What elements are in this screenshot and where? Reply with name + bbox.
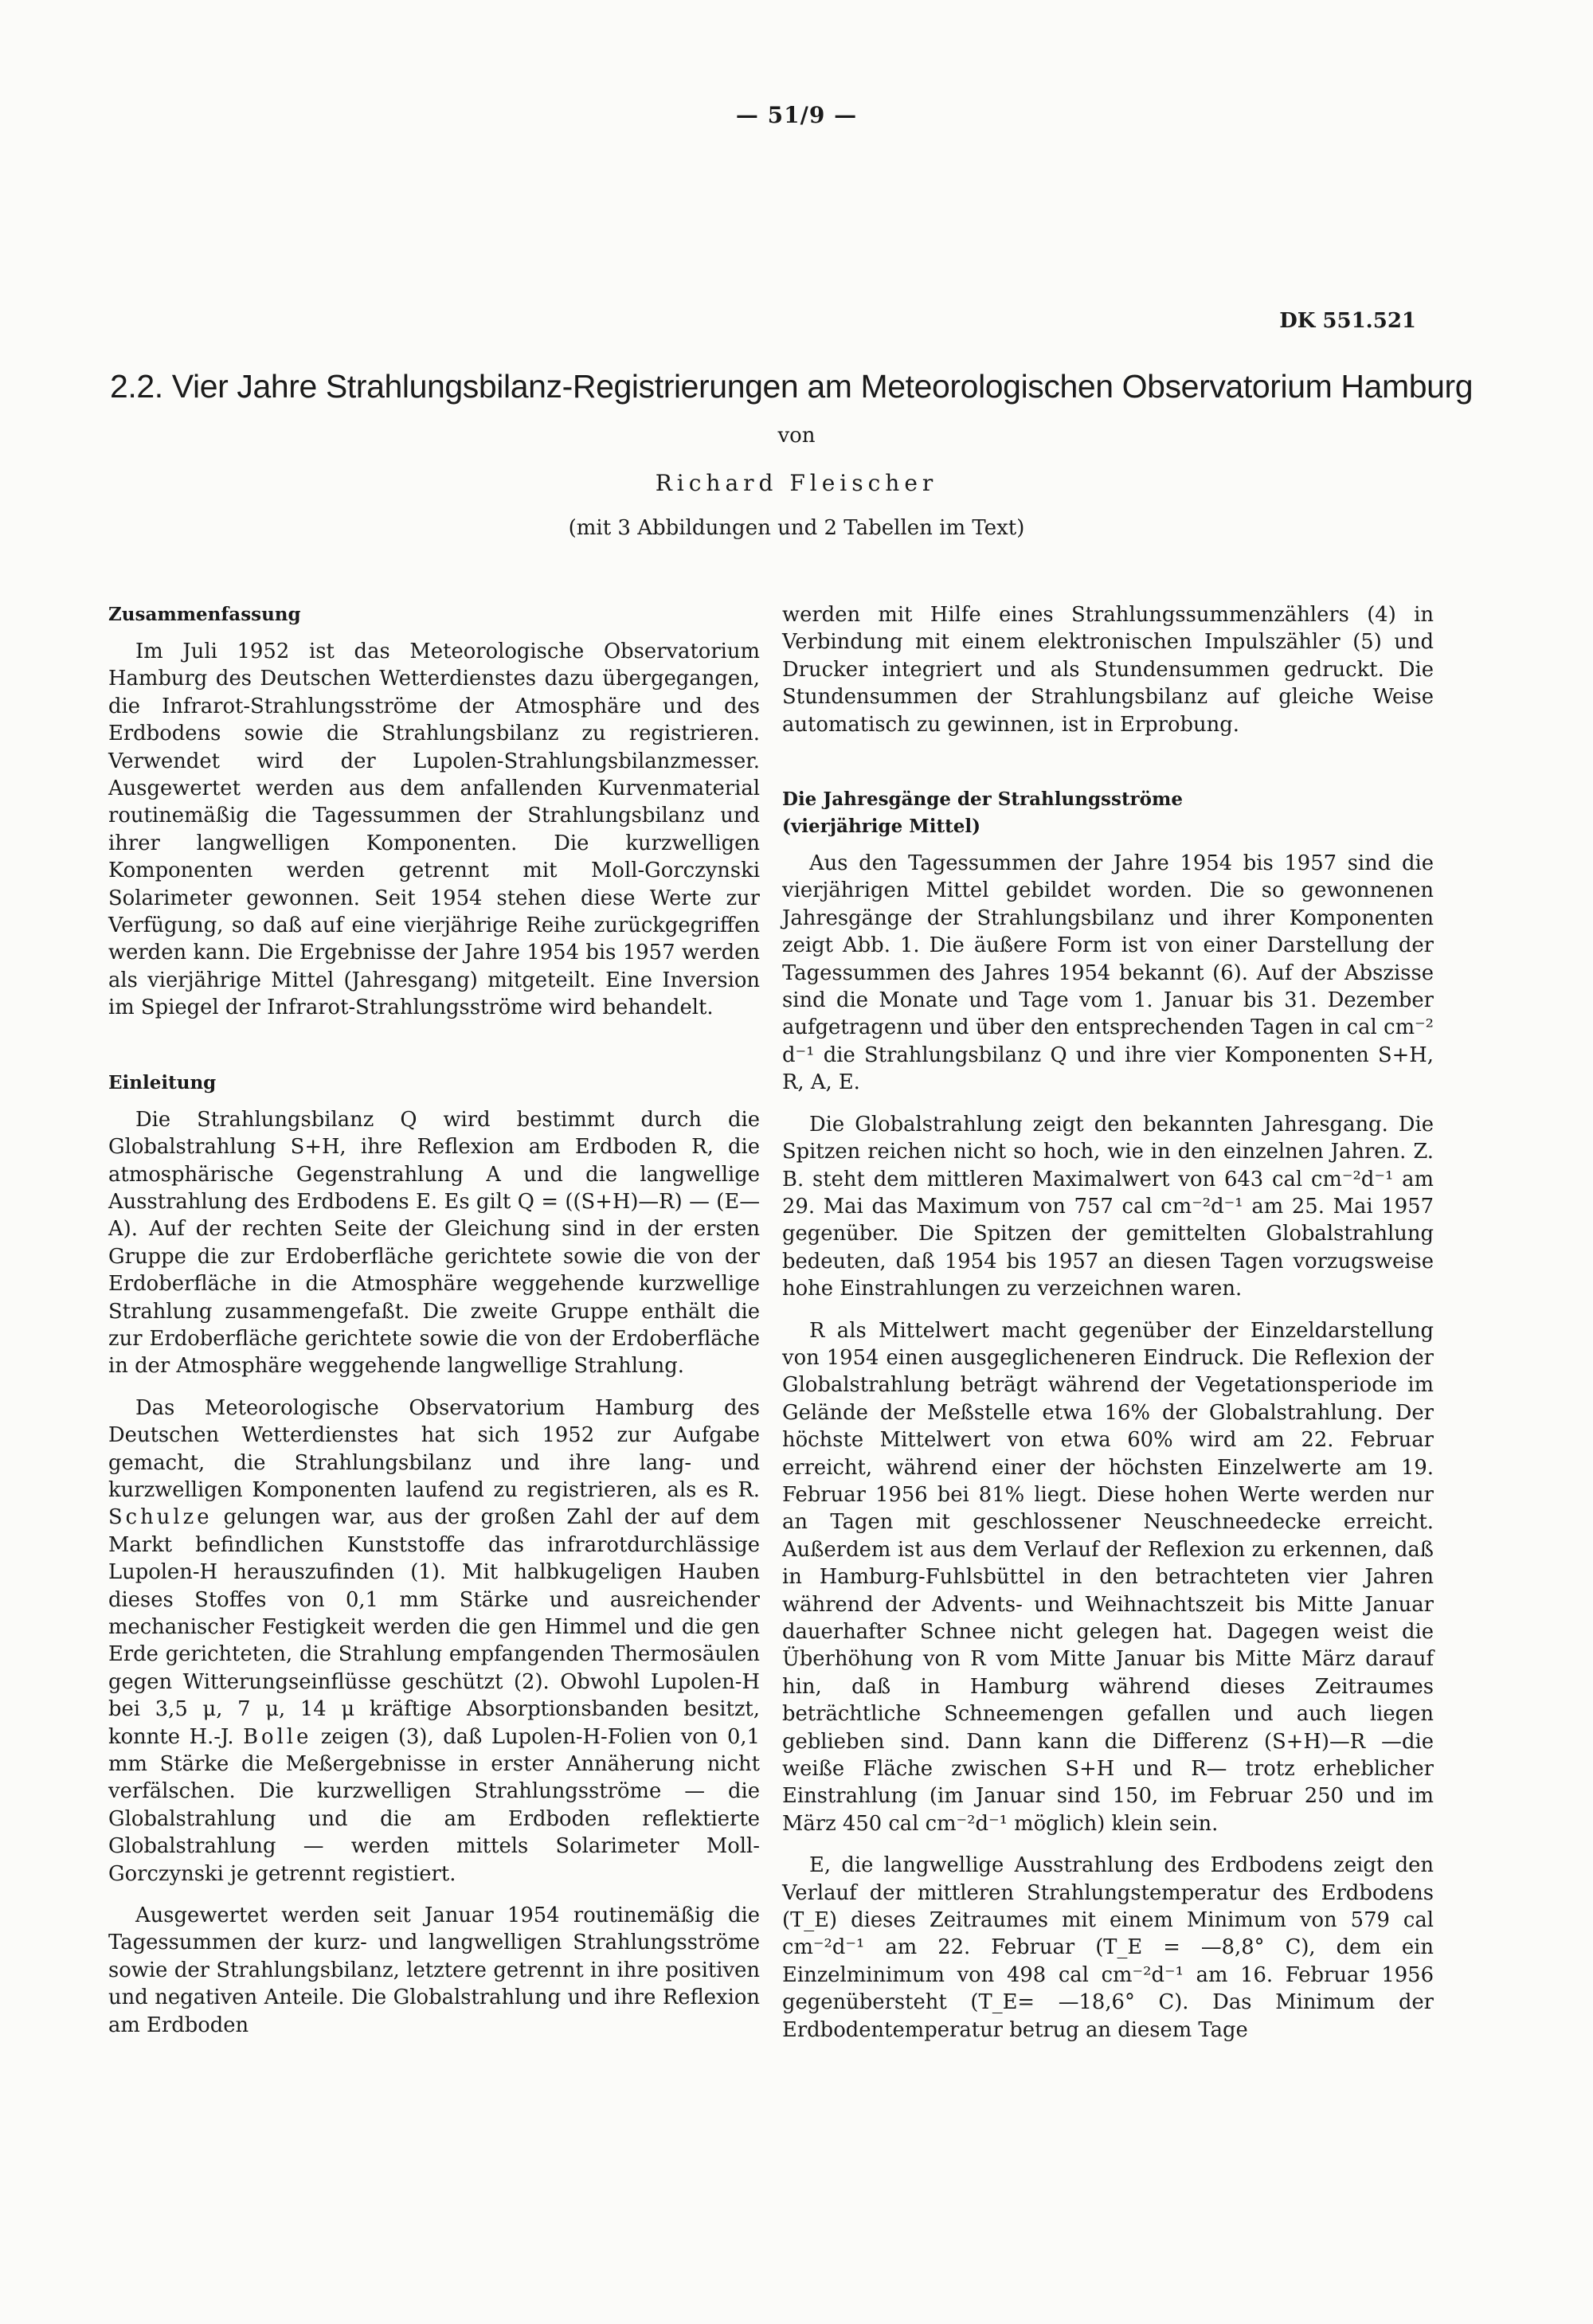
heading-jahresgaenge: Die Jahresgänge der Strahlungsströme (vierjährige Mittel): [782, 788, 1183, 838]
abstract-paragraph: Im Juli 1952 ist das Meteorologische Observatorium Hamburg des Deutschen Wetterdienstes dazu übergegangen, die Infrarot-Strahlungsströme der Atmosphäre und des Erdbodens sowie die Strahlungsbilanz zu registrieren. Verwendet wird der Lupolen-Strahlungsbilanzmesser. Ausgewertet werden aus dem anfallenden Kurvenmaterial routinemäßig die Tagessummen der Strahlungsbilanz und ihrer langwelligen Komponenten. Die kurzwelligen Komponenten werden getrennt mit Moll-Gorczynski Solarimeter gewonnen. Seit 1954 stehen diese Werte zur Verfügung, so daß auf eine vierjährige Reihe zurückgegriffen werden kann. Die Ergebnisse der Jahre 1954 bis 1957 werden als vierjährige Mittel (Jahresgang) mitgeteilt. Eine Inversion im Spiegel der Infrarot-Strahlungsströme wird behandelt.: [108, 640, 760, 1020]
author-ref-schulze: Schulze: [108, 1505, 213, 1530]
results-paragraph-3: R als Mittelwert macht gegenüber der Einzeldarstellung von 1954 einen ausgeglicheneren Eindruck. Die Reflexion der Globalstrahlung beträgt während der Vegetationsperiode im Gelände der Meßstelle etwa 16% der Globalstrahlung. Der höchste Mittelwert von etwa 60% wird am 22. Februar erreicht, während einer der höchsten Einzelwerte am 19. Februar 1956 bei 81% liegt. Diese hohen Werte werden nur an Tagen mit geschlossener Neuschneedecke erreicht. Außerdem ist aus dem Verlauf der Reflexion zu erkennen, daß in Hamburg-Fuhlsbüttel in den betrachteten vier Jahren während der Advents- und Weihnachtszeit bis Mitte Januar dauerhafter Schnee nicht gelegen hat. Dagegen weist die Überhöhung von R vom Mitte Januar bis Mitte März darauf hin, daß in Hamburg während dieses Zeitraumes beträchtliche Schneemengen gefallen und auch liegen geblieben sind. Dann kann die Differenz (S+H)—R —die weiße Fläche zwischen S+H und R— trotz erheblicher Einstrahlung (im Januar sind 150, im Februar 250 und im März 450 cal cm⁻²d⁻¹ möglich) klein sein.: [782, 1318, 1434, 1836]
intro-paragraph-3: Ausgewertet werden seit Januar 1954 routinemäßig die Tagessummen der kurz- und langwelligen Strahlungsströme sowie der Strahlungsbilanz, letztere getrennt in ihre positiven und negativen Anteile. Die Globalstrahlung und ihre Reflexion am Erdboden: [108, 1903, 760, 2037]
article-title: 2.2. Vier Jahre Strahlungsbilanz-Registrierungen am Meteorologischen Observatorium Hamburg: [110, 368, 1474, 405]
byline-von: von: [777, 424, 816, 448]
continued-paragraph: werden mit Hilfe eines Strahlungssummenzählers (4) in Verbindung mit einem elektronischen Impulszähler (5) und Drucker integriert und als Stundensummen gedruckt. Die Stundensummen der Strahlungsbilanz auf gleiche Weise automatisch zu gewinnen, ist in Erprobung.: [782, 603, 1434, 737]
intro-paragraph-1: Die Strahlungsbilanz Q wird bestimmt durch die Globalstrahlung S+H, ihre Reflexion am Erdboden R, die atmosphärische Gegenstrahlung A und die langwellige Ausstrahlung des Erdbodens E. Es gilt Q = ((S+H)—R) — (E—A). Auf der rechten Seite der Gleichung sind in der ersten Gruppe die zur Erdoberfläche gerichtete sowie die von der Erdoberfläche in die Atmosphäre weggehende kurzwellige Strahlung zusammengefaßt. Die zweite Gruppe enthält die zur Erdoberfläche gerichtete sowie die von der Erdoberfläche in der Atmosphäre weggehende langwellige Strahlung.: [108, 1107, 760, 1379]
figures-note: (mit 3 Abbildungen und 2 Tabellen im Text): [568, 516, 1025, 540]
results-paragraph-2: Die Globalstrahlung zeigt den bekannten Jahresgang. Die Spitzen reichen nicht so hoch, wie in den einzelnen Jahren. Z. B. steht dem mittleren Maximalwert von 643 cal cm⁻²d⁻¹ am 29. Mai das Maximum von 757 cal cm⁻²d⁻¹ am 25. Mai 1957 gegenüber. Die Spitzen der gemittelten Globalstrahlung bedeuten, daß 1954 bis 1957 an diesen Tagen vorzugsweise hohe Einstrahlungen zu verzeichnen waren.: [782, 1112, 1434, 1301]
dk-classification: DK 551.521: [1279, 309, 1416, 333]
intro-paragraph-2: Das Meteorologische Observatorium Hamburg des Deutschen Wetterdienstes hat sich 1952 zur Aufgabe gemacht, die Strahlungsbilanz und ihre lang- und kurzwelligen Komponenten laufend zu registrieren, als es R. Schulze gelungen war, aus der großen Zahl der auf dem Markt befindlichen Kunststoffe das infrarotdurchlässige Lupolen-H herauszufinden (1). Mit halbkugeligen Hauben dieses Stoffes von 0,1 mm Stärke und ausreichender mechanischer Festigkeit werden die gen Himmel und die gen Erde gerichteten, die Strahlung empfangenden Thermosäulen gegen Witterungseinflüsse geschützt (2). Obwohl Lupolen-H bei 3,5 μ, 7 μ, 14 μ kräftige Absorptionsbanden besitzt, konnte H.-J. Bolle zeigen (3), daß Lupolen-H-Folien von 0,1 mm Stärke die Meßergebnisse in erster Annäherung nicht verfälschen. Die kurzwelligen Strahlungsströme — die Globalstrahlung und die am Erdboden reflektierte Globalstrahlung — werden mittels Solarimeter Moll-Gorczynski je getrennt registiert.: [108, 1395, 760, 1886]
page-number: — 51/9 —: [735, 102, 858, 128]
results-paragraph-1: Aus den Tagessummen der Jahre 1954 bis 1957 sind die vierjährigen Mittel gebildet worden. Die so gewonnenen Jahresgänge der Strahlungsbilanz und ihrer Komponenten zeigt Abb. 1. Die äußere Form ist von einer Darstellung der Tagessummen des Jahres 1954 bekannt (6). Auf der Abszisse sind die Monate und Tage vom 1. Januar bis 31. Dezember aufgetragenn und über den entsprechenden Tagen in cal cm⁻² d⁻¹ die Strahlungsbilanz Q und ihre vier Komponenten S+H, R, A, E.: [782, 851, 1434, 1095]
right-column: [782, 601, 1434, 2058]
results-paragraph-4: E, die langwellige Ausstrahlung des Erdbodens zeigt den Verlauf der mittleren Strahlungstemperatur des Erdbodens (T_E) dieses Zeitraumes mit einem Minimum von 579 cal cm⁻²d⁻¹ am 22. Februar (T_E = —8,8° C), dem ein Einzelminimum von 498 cal cm⁻²d⁻¹ am 16. Februar 1956 gegenübersteht (T_E= —18,6° C). Das Minimum der Erdbodentemperatur betrug an diesem Tage: [782, 1853, 1434, 2042]
heading-einleitung: Einleitung: [108, 1071, 217, 1094]
author-ref-bolle: Bolle: [243, 1724, 312, 1749]
heading-zusammenfassung: Zusammenfassung: [108, 604, 301, 625]
left-column: [108, 601, 760, 2053]
author-name: Richard Fleischer: [655, 470, 938, 496]
